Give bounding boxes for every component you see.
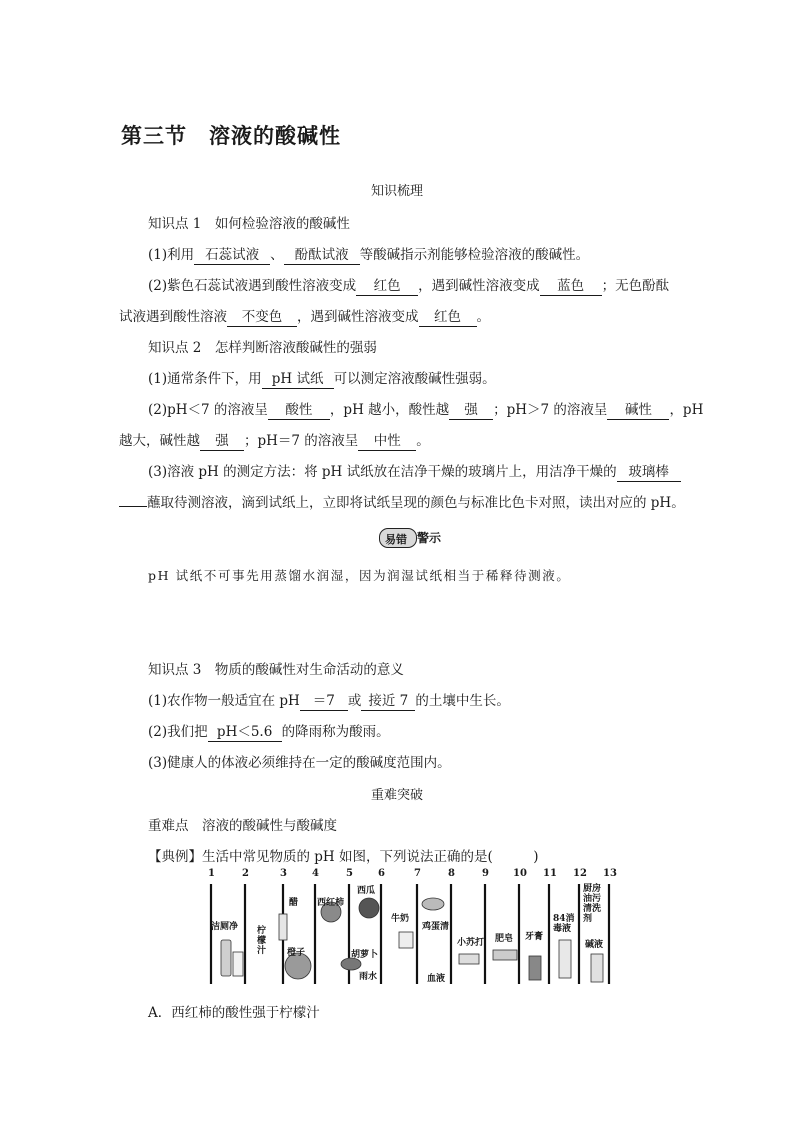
label-alkali: 碱液 [585, 940, 604, 950]
tick-label: 7 [414, 868, 421, 879]
blank: pH＜5.6 [208, 724, 282, 742]
kp2-line2: (2)pH＜7 的溶液呈 酸性 ，pH 越小，酸性越 强 ；pH＞7 的溶液呈 碱性 ，pH [148, 402, 704, 418]
tick-label: 13 [603, 868, 617, 879]
kp3-line2: (2)我们把 pH＜5.6 的降雨称为酸雨。 [148, 724, 390, 740]
label-orange: 橙子 [287, 948, 306, 958]
tick-label: 10 [513, 868, 527, 879]
blank: 强 [200, 433, 244, 451]
example-question: 【典例】生活中常见物质的 pH 如图，下列说法正确的是( ) [148, 849, 539, 865]
kp3-line3: (3)健康人的体液必须维持在一定的酸碱度范围内。 [148, 755, 451, 771]
tick-label: 4 [312, 868, 319, 879]
tick-label: 1 [208, 868, 215, 879]
tick-label: 8 [448, 868, 455, 879]
label-rain: 雨水 [359, 972, 378, 982]
tick-label: 9 [482, 868, 489, 879]
label-vinegar: 醋 [289, 898, 299, 908]
label-lemon: 柠 檬 汁 [257, 926, 267, 956]
blank: 强 [449, 402, 493, 420]
tick-label: 3 [280, 868, 287, 879]
warning-text: pH 试纸不可事先用蒸馏水润湿，因为润湿试纸相当于稀释待测液。 [148, 568, 571, 583]
label-egg-white: 鸡蛋清 [422, 922, 450, 932]
kp3-title: 知识点 3 物质的酸碱性对生命活动的意义 [148, 662, 404, 678]
blank: 接近 7 [361, 693, 415, 711]
blank: 碱性 [607, 402, 669, 420]
label-carrot: 胡萝卜 [351, 950, 379, 960]
kp3-line1: (1)农作物一般适宜在 pH ＝7 或 接近 7 的土壤中生长。 [148, 693, 510, 709]
blank: 红色 [419, 309, 477, 327]
warning-badge [379, 527, 447, 547]
toothpaste-icon [529, 956, 541, 980]
page-title [121, 120, 341, 150]
label-blood: 血液 [427, 974, 446, 984]
warning-pill: 易错 [379, 528, 417, 548]
alkali-bottle-icon [591, 954, 603, 982]
blank [119, 506, 147, 507]
disinfectant-bottle-icon [559, 940, 571, 978]
label-soap: 肥皂 [495, 934, 514, 944]
blank: 石蕊试液 [194, 247, 270, 265]
blank: ＝7 [300, 693, 348, 711]
label-baking-soda: 小苏打 [457, 938, 485, 948]
egg-white-icon [422, 898, 444, 910]
warning-label: 警示 [417, 531, 442, 545]
kp1-line3: 试液遇到酸性溶液 不变色 ，遇到碱性溶液变成 红色 。 [119, 309, 490, 325]
tick-label: 2 [242, 868, 249, 879]
heading-knowledge: 知识梳理 [370, 184, 423, 199]
watermelon-icon [359, 898, 379, 918]
ph-figure [201, 868, 617, 986]
kp2-line3: 越大，碱性越 强 ；pH＝7 的溶液呈 中性 。 [119, 433, 430, 449]
vinegar-bottle-icon [279, 914, 287, 940]
kp1-line2: (2)紫色石蕊试液遇到酸性溶液变成 红色 ，遇到碱性溶液变成 蓝色 ；无色酚酞 [148, 278, 670, 294]
kp2-line1: (1)通常条件下，用 pH 试纸 可以测定溶液酸碱性强弱。 [148, 371, 496, 387]
tick-label: 11 [543, 868, 557, 879]
kp2-title: 知识点 2 怎样判断溶液酸碱性的强弱 [148, 340, 377, 356]
heading-key: 重难突破 [370, 788, 423, 803]
section-title: 溶液的酸碱性 [209, 124, 341, 148]
label-milk: 牛奶 [391, 914, 410, 924]
kp2-line5: 蘸取待测溶液，滴到试纸上，立即将试纸呈现的颜色与标准比色卡对照，读出对应的 pH。 [119, 491, 685, 511]
label-tomato: 西红柿 [317, 898, 345, 908]
label-toothpaste: 牙膏 [525, 932, 544, 942]
label-disinfectant: 84消 毒液 [553, 914, 575, 934]
blank: pH 试纸 [262, 371, 334, 389]
label-kitchen-cleaner: 厨房 油污 清洗 剂 [583, 884, 602, 924]
label-cleaner: 洁厕净 [211, 922, 239, 932]
kp1-title: 知识点 1 如何检验溶液的酸碱性 [148, 216, 350, 232]
kp1-line1: (1)利用 石蕊试液 、 酚酞试液 等酸碱指示剂能够检验溶液的酸碱性。 [148, 247, 590, 263]
cleaner-bottle-icon [221, 940, 231, 976]
kp2-line4: (3)溶液 pH 的测定方法：将 pH 试纸放在洁净干燥的玻璃片上，用洁净干燥的 玻璃棒 [148, 460, 681, 482]
option-a: A．西红柿的酸性强于柠檬汁 [148, 1005, 320, 1021]
tick-label: 6 [378, 868, 385, 879]
baking-soda-icon [459, 954, 479, 964]
section-number: 第三节 [121, 124, 187, 148]
blank: 蓝色 [540, 278, 602, 296]
juice-glass-icon [233, 952, 243, 976]
blank: 中性 [358, 433, 416, 451]
blank: 不变色 [227, 309, 297, 327]
label-watermelon: 西瓜 [357, 886, 376, 896]
blank: 酚酞试液 [284, 247, 360, 265]
blank: 酸性 [268, 402, 330, 420]
key-title: 重难点 溶液的酸碱性与酸碱度 [148, 818, 337, 834]
milk-icon [399, 932, 413, 948]
blank: 玻璃棒 [617, 464, 681, 482]
blank: 红色 [356, 278, 418, 296]
tick-label: 5 [346, 868, 353, 879]
tick-label: 12 [573, 868, 587, 879]
soap-icon [493, 950, 517, 960]
